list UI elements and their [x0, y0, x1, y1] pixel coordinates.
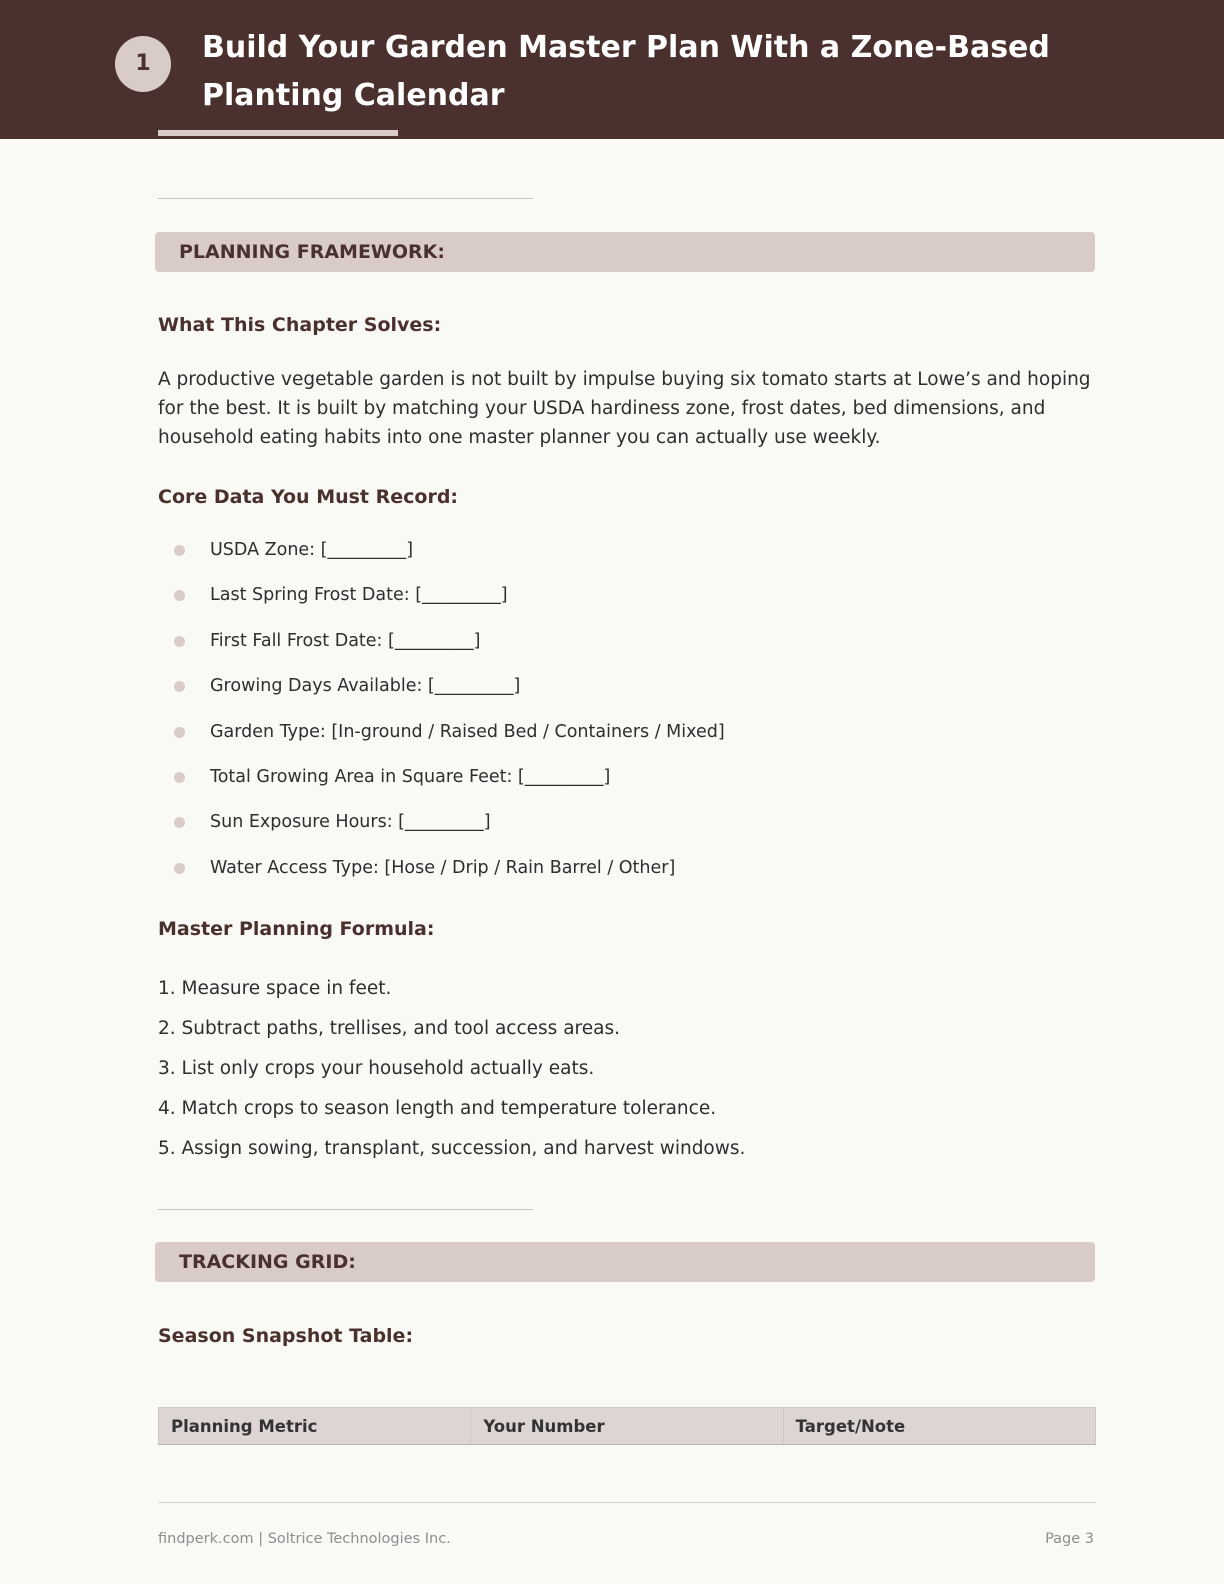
- section-divider: [158, 1209, 533, 1210]
- bullet-dot-icon: [174, 817, 185, 828]
- chapter-title: Build Your Garden Master Plan With a Zone-Based Planting Calendar: [202, 30, 1050, 113]
- column-header-your-number: Your Number: [471, 1408, 783, 1445]
- chapter-number-badge: 1: [115, 36, 171, 92]
- list-item: Water Access Type: [Hose / Drip / Rain Barrel / Other]: [172, 855, 725, 900]
- bullet-dot-icon: [174, 590, 185, 601]
- list-item: Total Growing Area in Square Feet: [_________]: [172, 764, 725, 809]
- list-item: Sun Exposure Hours: [_________]: [172, 809, 725, 854]
- section-divider: [158, 198, 533, 199]
- formula-steps-list: [158, 976, 745, 1176]
- planning-framework-bar: [155, 232, 1095, 272]
- chapter-header: [0, 0, 1224, 139]
- planning-framework-label: PLANNING FRAMEWORK:: [179, 241, 445, 263]
- bullet-dot-icon: [174, 863, 185, 874]
- column-header-planning-metric: Planning Metric: [159, 1408, 471, 1445]
- bullet-dot-icon: [174, 636, 185, 647]
- season-snapshot-heading: Season Snapshot Table:: [158, 1325, 414, 1347]
- tracking-grid-label: TRACKING GRID:: [179, 1251, 356, 1273]
- list-item: 3. List only crops your household actually eats.: [158, 1058, 595, 1079]
- core-data-list: [172, 537, 725, 900]
- core-data-heading: Core Data You Must Record:: [158, 486, 459, 508]
- bullet-dot-icon: [174, 772, 185, 783]
- list-item: Garden Type: [In-ground / Raised Bed / Containers / Mixed]: [172, 719, 725, 764]
- bullet-dot-icon: [174, 727, 185, 738]
- bullet-dot-icon: [174, 545, 185, 556]
- list-item: 1. Measure space in feet.: [158, 978, 392, 999]
- what-chapter-solves-heading: What This Chapter Solves:: [158, 314, 442, 336]
- list-item: 4. Match crops to season length and temperature tolerance.: [158, 1098, 717, 1119]
- list-item: 2. Subtract paths, trellises, and tool access areas.: [158, 1018, 620, 1039]
- master-planning-formula-heading: Master Planning Formula:: [158, 918, 435, 940]
- list-item: USDA Zone: [_________]: [172, 537, 725, 582]
- footer-source: findperk.com | Soltrice Technologies Inc.: [158, 1531, 451, 1547]
- bullet-dot-icon: [174, 681, 185, 692]
- list-item: First Fall Frost Date: [_________]: [172, 628, 725, 673]
- page-number: Page 3: [1045, 1531, 1094, 1547]
- list-item: Growing Days Available: [_________]: [172, 673, 725, 718]
- list-item: Last Spring Frost Date: [_________]: [172, 582, 725, 627]
- table-header-row: [159, 1408, 1096, 1445]
- title-underline: [158, 130, 398, 136]
- footer-divider: [158, 1502, 1096, 1503]
- list-item: 5. Assign sowing, transplant, succession, and harvest windows.: [158, 1138, 746, 1159]
- season-snapshot-table: [158, 1407, 1096, 1445]
- column-header-target-note: Target/Note: [783, 1408, 1095, 1445]
- tracking-grid-bar: [155, 1242, 1095, 1282]
- chapter-intro-paragraph: A productive vegetable garden is not built by impulse buying six tomato starts at Lowe’s and hoping for the best. It is built by matching your USDA hardiness zone, frost dates, bed dimensions, and household eating habits into one master planner you can actually use weekly.: [158, 369, 1091, 448]
